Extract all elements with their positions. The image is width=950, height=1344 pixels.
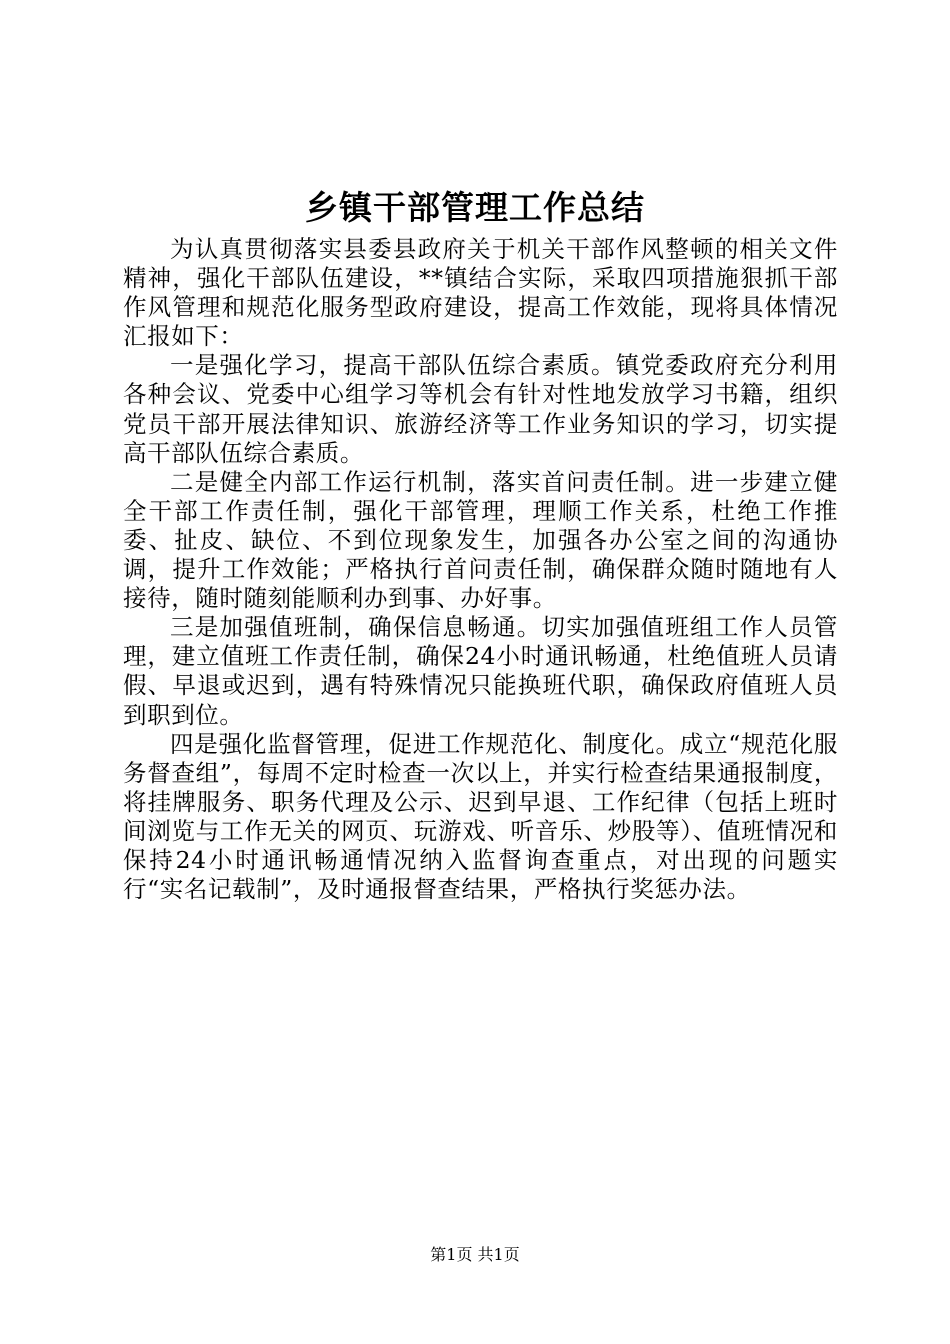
paragraph-item-4: 四是强化监督管理，促进工作规范化、制度化。成立“规范化服务督查组”，每周不定时检查一次以上，并实行检查结果通报制度，将挂牌服务、职务代理及公示、迟到早退、工作纪律（包括上班时间浏览与工作无关的网页、玩游戏、听音乐、炒股等）、值班情况和保持24小时通讯畅通情况纳入监督询查重点，对出现的问题实行“实名记载制”，及时通报督查结果，严格执行奖惩办法。 bbox=[123, 729, 838, 904]
page-footer: 第1页 共1页 bbox=[430, 1245, 520, 1264]
paragraph-item-3: 三是加强值班制，确保信息畅通。切实加强值班组工作人员管理，建立值班工作责任制，确保24小时通讯畅通，杜绝值班人员请假、早退或迟到，遇有特殊情况只能换班代职，确保政府值班人员到职到位。 bbox=[123, 613, 838, 729]
document-body bbox=[123, 235, 838, 904]
paragraph-item-2: 二是健全内部工作运行机制，落实首问责任制。进一步建立健全干部工作责任制，强化干部管理，理顺工作关系，杜绝工作推委、扯皮、缺位、不到位现象发生，加强各办公室之间的沟通协调，提升工作效能；严格执行首问责任制，确保群众随时随地有人接待，随时随刻能顺利办到事、办好事。 bbox=[123, 467, 838, 613]
document-title: 乡镇干部管理工作总结 bbox=[305, 188, 645, 227]
paragraph-intro: 为认真贯彻落实县委县政府关于机关干部作风整顿的相关文件精神，强化干部队伍建设，**镇结合实际，采取四项措施狠抓干部作风管理和规范化服务型政府建设，提高工作效能，现将具体情况汇报如下： bbox=[123, 235, 838, 351]
paragraph-item-1: 一是强化学习，提高干部队伍综合素质。镇党委政府充分利用各种会议、党委中心组学习等机会有针对性地发放学习书籍，组织党员干部开展法律知识、旅游经济等工作业务知识的学习，切实提高干部队伍综合素质。 bbox=[123, 351, 838, 467]
